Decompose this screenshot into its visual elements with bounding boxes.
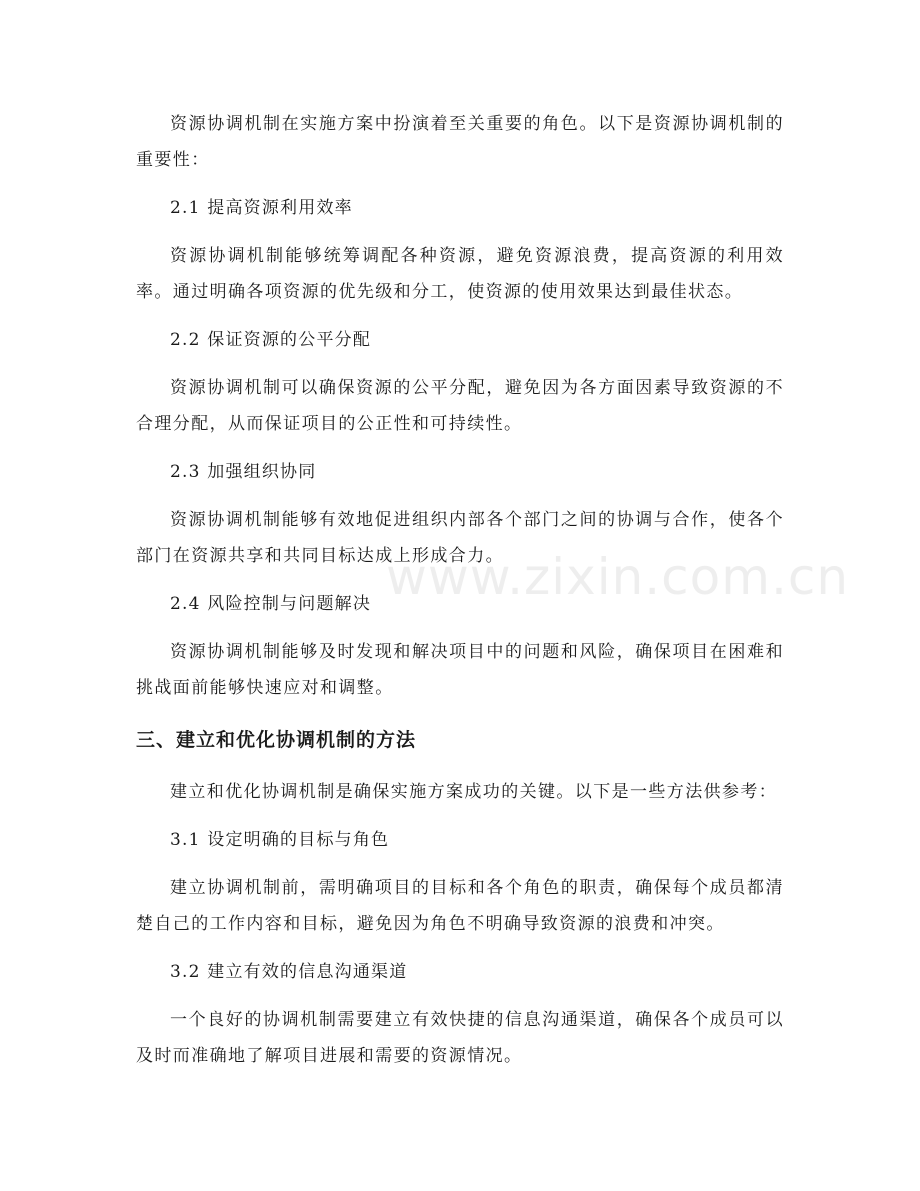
subsection-title: 3.2 建立有效的信息沟通渠道 — [170, 962, 408, 982]
subsection-title: 2.1 提高资源利用效率 — [170, 198, 353, 218]
paragraph: 资源协调机制能够统筹调配各种资源，避免资源浪费，提高资源的利用效率。通过明确各项资源的优先级和分工，使资源的使用效果达到最佳状态。 — [136, 246, 784, 302]
paragraph: 资源协调机制在实施方案中扮演着至关重要的角色。以下是资源协调机制的重要性： — [136, 114, 784, 170]
subsection-title: 2.3 加强组织协同 — [170, 462, 317, 482]
subsection-title: 3.1 设定明确的目标与角色 — [170, 830, 390, 850]
paragraph: 建立和优化协调机制是确保实施方案成功的关键。以下是一些方法供参考： — [170, 782, 778, 802]
document-body — [136, 106, 784, 1086]
paragraph: 资源协调机制可以确保资源的公平分配，避免因为各方面因素导致资源的不合理分配，从而保证项目的公正性和可持续性。 — [136, 378, 784, 434]
section-heading: 三、建立和优化协调机制的方法 — [136, 729, 417, 751]
paragraph: 建立协调机制前，需明确项目的目标和各个角色的职责，确保每个成员都清楚自己的工作内容和目标，避免因为角色不明确导致资源的浪费和冲突。 — [136, 878, 784, 934]
subsection-title: 2.4 风险控制与问题解决 — [170, 594, 372, 614]
paragraph: 资源协调机制能够有效地促进组织内部各个部门之间的协调与合作，使各个部门在资源共享和共同目标达成上形成合力。 — [136, 510, 784, 566]
watermark: www.zixin.com.cn — [386, 548, 850, 606]
subsection-title: 2.2 保证资源的公平分配 — [170, 330, 372, 350]
paragraph: 一个良好的协调机制需要建立有效快捷的信息沟通渠道，确保各个成员可以及时而准确地了解项目进展和需要的资源情况。 — [136, 1010, 784, 1066]
paragraph: 资源协调机制能够及时发现和解决项目中的问题和风险，确保项目在困难和挑战面前能够快速应对和调整。 — [136, 642, 784, 698]
